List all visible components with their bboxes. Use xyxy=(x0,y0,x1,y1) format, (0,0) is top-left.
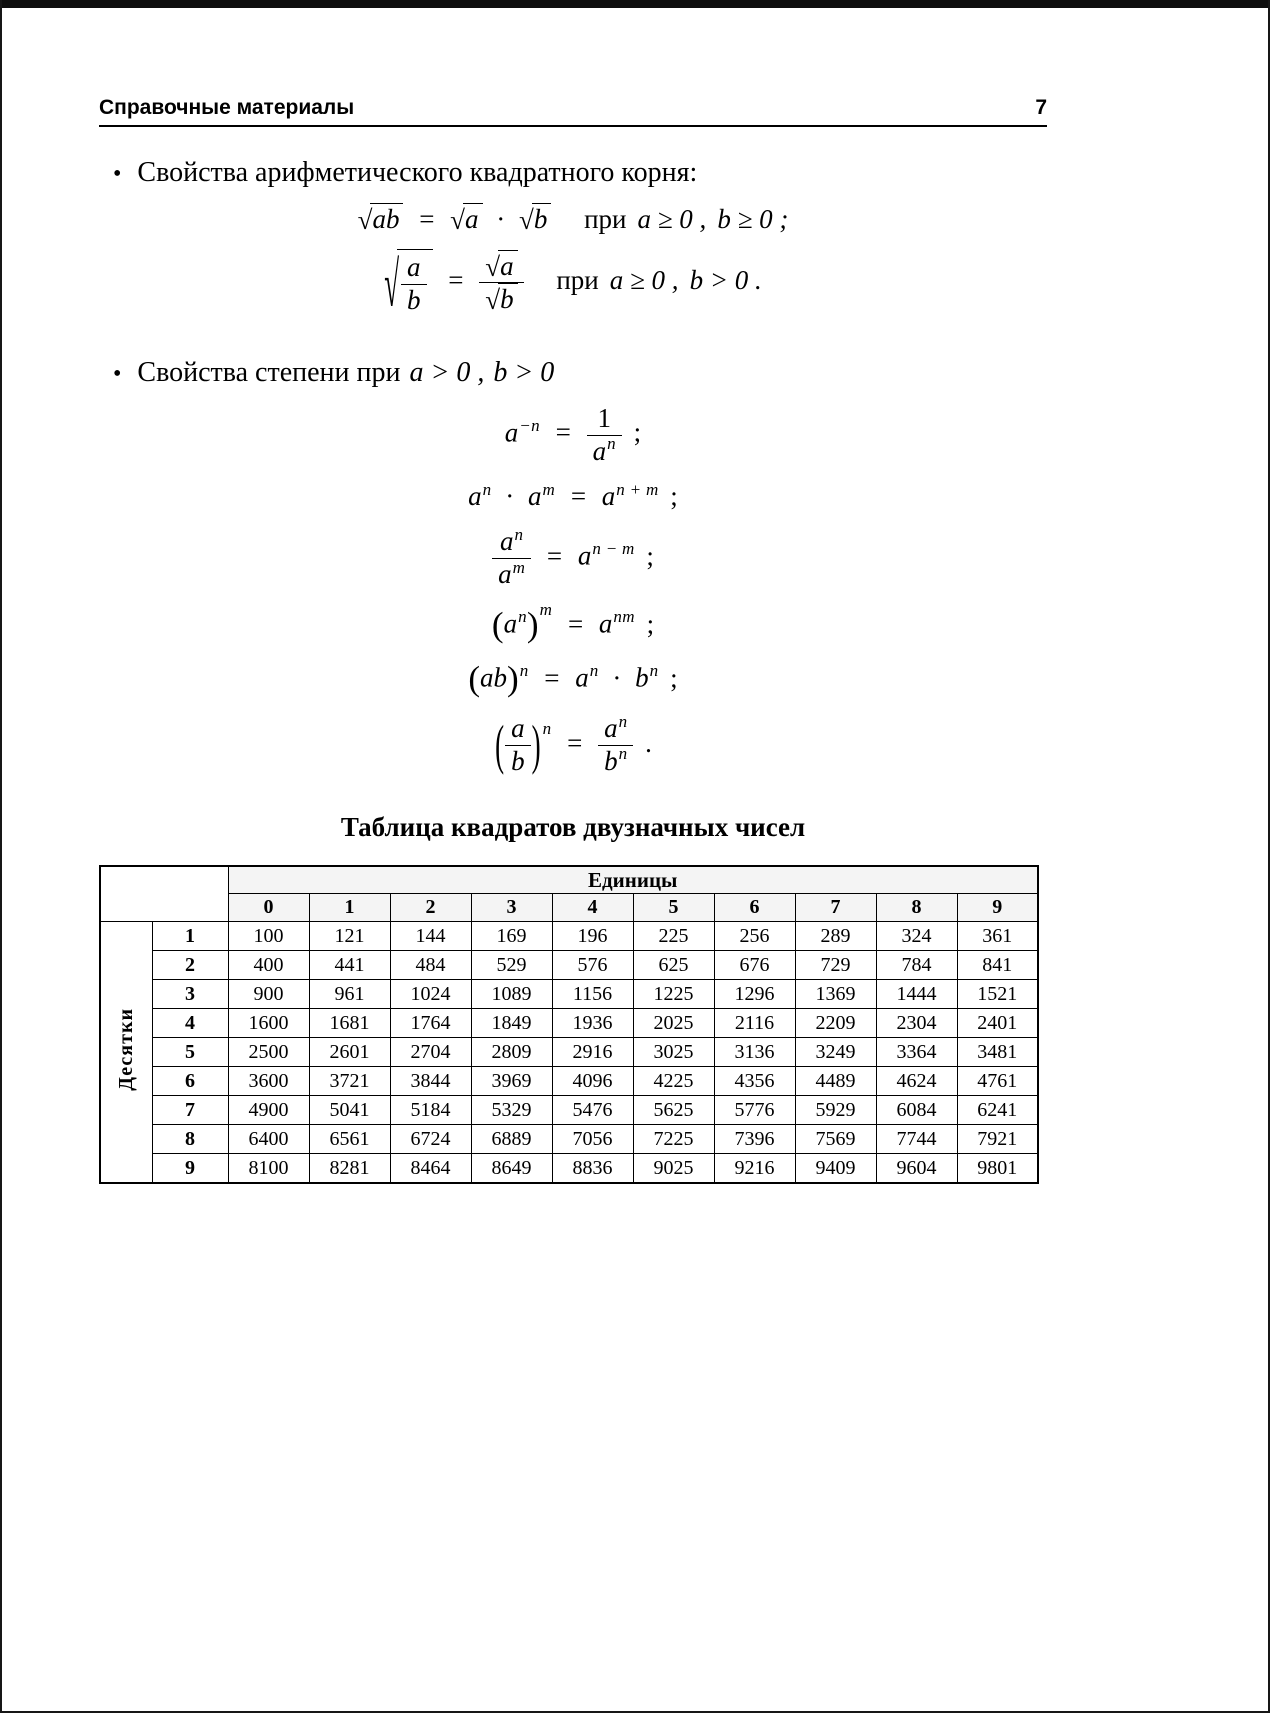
equals-sign: = xyxy=(567,727,583,758)
square-value-cell: 784 xyxy=(876,951,957,980)
formula-sqrt-product xyxy=(99,203,1047,235)
unit-digit: 5 xyxy=(633,894,714,922)
formula-power-of-quotient xyxy=(99,713,1047,778)
fraction-a-over-b xyxy=(401,252,427,317)
square-value-cell: 4225 xyxy=(633,1067,714,1096)
left-paren: ( xyxy=(468,659,481,699)
table-row xyxy=(100,1096,1038,1125)
square-value-cell: 3249 xyxy=(795,1038,876,1067)
square-value-cell: 6724 xyxy=(390,1125,471,1154)
square-value-cell: 2401 xyxy=(957,1009,1038,1038)
square-value-cell: 676 xyxy=(714,951,795,980)
exponent: n xyxy=(649,661,659,681)
tens-axis-label: Десятки xyxy=(114,1007,137,1091)
table-row xyxy=(100,1154,1038,1183)
square-value-cell: 6889 xyxy=(471,1125,552,1154)
page-content xyxy=(99,8,1047,1184)
punctuation: ; xyxy=(646,608,655,639)
base: a xyxy=(601,481,616,512)
denominator xyxy=(479,282,523,316)
numerator: a xyxy=(407,252,421,282)
square-value-cell: 8464 xyxy=(390,1154,471,1183)
square-value-cell: 3969 xyxy=(471,1067,552,1096)
left-paren: ( xyxy=(495,713,505,776)
base: a xyxy=(499,526,514,557)
square-value-cell: 8836 xyxy=(552,1154,633,1183)
radical-icon: √ xyxy=(450,205,465,235)
square-value-cell: 5476 xyxy=(552,1096,633,1125)
outer-exponent: n xyxy=(542,718,552,738)
square-value-cell: 3025 xyxy=(633,1038,714,1067)
condition-a: a > 0 , xyxy=(409,356,485,388)
units-digits-row xyxy=(100,894,1038,922)
square-value-cell: 3136 xyxy=(714,1038,795,1067)
table-row xyxy=(100,1125,1038,1154)
multiplication-dot: · xyxy=(496,204,506,234)
square-value-cell: 6241 xyxy=(957,1096,1038,1125)
radicand: ab xyxy=(370,203,403,235)
radicand: b xyxy=(498,283,518,316)
multiplication-dot: · xyxy=(505,481,515,512)
square-value-cell: 7056 xyxy=(552,1125,633,1154)
sqrt-formulas xyxy=(99,203,1047,320)
squares-table-title: Таблица квадратов двузначных чисел xyxy=(340,811,806,842)
square-value-cell: 324 xyxy=(876,922,957,951)
square-value-cell: 2500 xyxy=(228,1038,309,1067)
square-value-cell: 4489 xyxy=(795,1067,876,1096)
formula-sqrt-quotient xyxy=(99,249,1047,320)
square-value-cell: 121 xyxy=(309,922,390,951)
scan-top-border xyxy=(2,0,1268,8)
square-value-cell: 5184 xyxy=(390,1096,471,1125)
equals-sign: = xyxy=(544,662,560,693)
condition-b: b > 0 xyxy=(493,356,555,388)
table-row xyxy=(100,951,1038,980)
corner-cell xyxy=(100,866,228,922)
square-value-cell: 4761 xyxy=(957,1067,1038,1096)
square-value-cell: 9025 xyxy=(633,1154,714,1183)
square-value-cell: 1936 xyxy=(552,1009,633,1038)
square-value-cell: 7569 xyxy=(795,1125,876,1154)
fraction-a-n-over-a-m xyxy=(492,526,531,591)
numerator xyxy=(479,250,523,283)
tens-digit: 6 xyxy=(152,1067,228,1096)
unit-digit: 2 xyxy=(390,894,471,922)
square-value-cell: 6084 xyxy=(876,1096,957,1125)
denominator: b xyxy=(505,745,531,778)
square-value-cell: 289 xyxy=(795,922,876,951)
condition-a: a ≥ 0 , xyxy=(637,204,707,234)
square-value-cell: 441 xyxy=(309,951,390,980)
fraction-one-over-a-n xyxy=(587,403,622,468)
square-value-cell: 1024 xyxy=(390,980,471,1009)
tens-digit: 4 xyxy=(152,1009,228,1038)
square-value-cell: 8281 xyxy=(309,1154,390,1183)
equals-sign: = xyxy=(546,541,563,571)
unit-digit: 8 xyxy=(876,894,957,922)
denominator xyxy=(492,558,531,591)
square-value-cell: 3721 xyxy=(309,1067,390,1096)
right-paren: ) xyxy=(526,605,539,645)
right-paren: ) xyxy=(507,659,519,699)
base: b xyxy=(635,662,649,693)
square-value-cell: 4356 xyxy=(714,1067,795,1096)
square-value-cell: 2704 xyxy=(390,1038,471,1067)
square-value-cell: 625 xyxy=(633,951,714,980)
square-value-cell: 5625 xyxy=(633,1096,714,1125)
square-value-cell: 1156 xyxy=(552,980,633,1009)
exponent: nm xyxy=(613,607,635,627)
units-title-row xyxy=(100,866,1038,894)
exponent: −n xyxy=(519,415,540,435)
condition xyxy=(584,204,788,234)
square-value-cell: 3600 xyxy=(228,1067,309,1096)
punctuation: ; xyxy=(670,662,678,693)
base: a xyxy=(504,417,519,448)
square-value-cell: 2916 xyxy=(552,1038,633,1067)
square-value-cell: 2601 xyxy=(309,1038,390,1067)
square-value-cell: 4624 xyxy=(876,1067,957,1096)
square-value-cell: 5929 xyxy=(795,1096,876,1125)
square-value-cell: 729 xyxy=(795,951,876,980)
square-value-cell: 841 xyxy=(957,951,1038,980)
unit-digit: 6 xyxy=(714,894,795,922)
square-value-cell: 8649 xyxy=(471,1154,552,1183)
formula-product-of-powers xyxy=(99,481,1047,512)
denominator: b xyxy=(401,284,427,317)
numerator xyxy=(598,713,633,745)
inner-exponent: n xyxy=(518,607,527,627)
right-paren: ) xyxy=(531,713,541,776)
denominator xyxy=(587,435,622,468)
formula-power-of-product xyxy=(99,659,1047,699)
tens-digit: 9 xyxy=(152,1154,228,1183)
condition-b: b > 0 . xyxy=(689,265,762,296)
sqrt-fraction xyxy=(384,249,432,320)
condition-b: b ≥ 0 ; xyxy=(717,204,789,234)
base: a xyxy=(598,608,613,639)
tens-digit: 5 xyxy=(152,1038,228,1067)
left-paren: ( xyxy=(491,605,504,645)
base: b xyxy=(604,746,618,777)
tens-digit: 7 xyxy=(152,1096,228,1125)
bullet-marker: • xyxy=(113,360,122,387)
radical-icon: √ xyxy=(485,285,501,316)
radicand xyxy=(397,249,433,317)
unit-digit: 3 xyxy=(471,894,552,922)
unit-digit: 7 xyxy=(795,894,876,922)
table-row xyxy=(100,922,1038,951)
base: a xyxy=(527,481,542,512)
square-value-cell: 1089 xyxy=(471,980,552,1009)
base: ab xyxy=(480,662,508,693)
base: a xyxy=(592,435,607,466)
square-value-cell: 1225 xyxy=(633,980,714,1009)
square-value-cell: 196 xyxy=(552,922,633,951)
power-properties-label xyxy=(137,357,554,389)
base: a xyxy=(468,481,482,512)
equals-sign: = xyxy=(570,481,587,512)
power-formulas xyxy=(99,403,1047,778)
square-value-cell: 1764 xyxy=(390,1009,471,1038)
square-value-cell: 225 xyxy=(633,922,714,951)
square-value-cell: 7396 xyxy=(714,1125,795,1154)
label-text: Свойства степени при xyxy=(137,356,401,388)
square-value-cell: 1600 xyxy=(228,1009,309,1038)
numerator xyxy=(492,526,531,558)
power-properties-heading xyxy=(99,357,1047,389)
tens-digit: 8 xyxy=(152,1125,228,1154)
square-value-cell: 5329 xyxy=(471,1096,552,1125)
exponent: m xyxy=(542,479,556,499)
outer-exponent: m xyxy=(539,599,553,619)
square-value-cell: 9801 xyxy=(957,1154,1038,1183)
equals-sign: = xyxy=(419,204,435,234)
exponent: n − m xyxy=(592,539,635,559)
tens-digit: 3 xyxy=(152,980,228,1009)
formula-quotient-of-powers xyxy=(99,526,1047,591)
page-number: 7 xyxy=(1035,96,1047,119)
equals-sign: = xyxy=(555,417,571,448)
square-value-cell: 529 xyxy=(471,951,552,980)
square-value-cell: 484 xyxy=(390,951,471,980)
square-value-cell: 5041 xyxy=(309,1096,390,1125)
radicand: a xyxy=(498,250,518,283)
punctuation: ; xyxy=(670,481,678,512)
square-value-cell: 361 xyxy=(957,922,1038,951)
square-value-cell: 1681 xyxy=(309,1009,390,1038)
sqrt-properties-heading xyxy=(99,157,1047,189)
table-row xyxy=(100,980,1038,1009)
condition-word: при xyxy=(556,265,599,296)
table-row xyxy=(100,1009,1038,1038)
exponent: n xyxy=(607,434,616,454)
formula-negative-exponent xyxy=(99,403,1047,468)
base: a xyxy=(575,662,589,693)
unit-digit: 4 xyxy=(552,894,633,922)
base: a xyxy=(498,559,512,590)
radicand: b xyxy=(532,203,552,235)
condition xyxy=(556,265,761,295)
radical-icon: √ xyxy=(357,205,373,235)
exponent: n xyxy=(514,524,524,544)
exponent: n xyxy=(482,479,492,499)
exponent: n xyxy=(519,661,529,681)
square-value-cell: 2304 xyxy=(876,1009,957,1038)
base: a xyxy=(604,713,618,744)
punctuation: ; xyxy=(646,541,654,571)
squares-table-body xyxy=(100,922,1038,1183)
square-value-cell: 2209 xyxy=(795,1009,876,1038)
square-value-cell: 1444 xyxy=(876,980,957,1009)
formula-power-of-power xyxy=(99,599,1047,645)
sqrt-properties-label: Свойства арифметического квадратного корня: xyxy=(137,157,698,188)
square-value-cell: 1369 xyxy=(795,980,876,1009)
square-value-cell: 1849 xyxy=(471,1009,552,1038)
denominator xyxy=(598,745,633,778)
square-value-cell: 7225 xyxy=(633,1125,714,1154)
sqrt-a xyxy=(450,204,482,234)
square-value-cell: 2809 xyxy=(471,1038,552,1067)
square-value-cell: 900 xyxy=(228,980,309,1009)
square-value-cell: 576 xyxy=(552,951,633,980)
square-value-cell: 6561 xyxy=(309,1125,390,1154)
square-value-cell: 9604 xyxy=(876,1154,957,1183)
radical-icon: √ xyxy=(485,251,501,282)
square-value-cell: 3481 xyxy=(957,1038,1038,1067)
base: a xyxy=(577,541,592,571)
equals-sign: = xyxy=(567,608,584,639)
page-header xyxy=(99,96,1047,127)
square-value-cell: 100 xyxy=(228,922,309,951)
fraction-sqrt-a-over-sqrt-b xyxy=(479,250,523,317)
square-value-cell: 169 xyxy=(471,922,552,951)
square-value-cell: 9409 xyxy=(795,1154,876,1183)
numerator: 1 xyxy=(597,402,612,433)
numerator: a xyxy=(511,713,525,744)
base: a xyxy=(503,608,518,639)
square-value-cell: 1296 xyxy=(714,980,795,1009)
sqrt-b xyxy=(519,204,551,234)
bullet-marker: • xyxy=(113,161,122,187)
unit-digit: 9 xyxy=(957,894,1038,922)
punctuation: ; xyxy=(633,417,642,448)
punctuation: . xyxy=(645,727,652,758)
exponent: n xyxy=(618,711,628,731)
square-value-cell: 6400 xyxy=(228,1125,309,1154)
square-value-cell: 2116 xyxy=(714,1009,795,1038)
square-value-cell: 961 xyxy=(309,980,390,1009)
square-value-cell: 1521 xyxy=(957,980,1038,1009)
tens-digit: 2 xyxy=(152,951,228,980)
square-value-cell: 5776 xyxy=(714,1096,795,1125)
square-value-cell: 400 xyxy=(228,951,309,980)
square-value-cell: 3844 xyxy=(390,1067,471,1096)
unit-digit: 1 xyxy=(309,894,390,922)
square-value-cell: 256 xyxy=(714,922,795,951)
square-value-cell: 8100 xyxy=(228,1154,309,1183)
square-value-cell: 3364 xyxy=(876,1038,957,1067)
square-value-cell: 7744 xyxy=(876,1125,957,1154)
exponent: n xyxy=(589,661,599,681)
tens-digit: 1 xyxy=(152,922,228,951)
radical-icon: √ xyxy=(384,249,400,320)
square-value-cell: 2025 xyxy=(633,1009,714,1038)
squares-table xyxy=(99,865,1039,1184)
square-value-cell: 9216 xyxy=(714,1154,795,1183)
table-row xyxy=(100,1067,1038,1096)
square-value-cell: 7921 xyxy=(957,1125,1038,1154)
fraction-a-over-b xyxy=(505,713,531,778)
square-value-cell: 144 xyxy=(390,922,471,951)
exponent: n + m xyxy=(616,479,659,499)
exponent: n xyxy=(618,744,628,764)
table-row xyxy=(100,1038,1038,1067)
condition-word: при xyxy=(584,204,627,234)
sqrt-ab xyxy=(358,204,404,234)
fraction-a-n-over-b-n xyxy=(598,713,633,778)
radicand: a xyxy=(463,203,483,235)
tens-axis-cell xyxy=(100,922,152,1183)
running-title: Справочные материалы xyxy=(99,96,355,119)
condition-a: a ≥ 0 , xyxy=(609,265,679,296)
multiplication-dot: · xyxy=(612,662,622,693)
equals-sign: = xyxy=(448,265,464,296)
unit-digit: 0 xyxy=(228,894,309,922)
units-axis-label: Единицы xyxy=(228,866,1038,894)
square-value-cell: 4900 xyxy=(228,1096,309,1125)
exponent: m xyxy=(512,557,526,577)
square-value-cell: 4096 xyxy=(552,1067,633,1096)
radical-icon: √ xyxy=(519,205,534,235)
